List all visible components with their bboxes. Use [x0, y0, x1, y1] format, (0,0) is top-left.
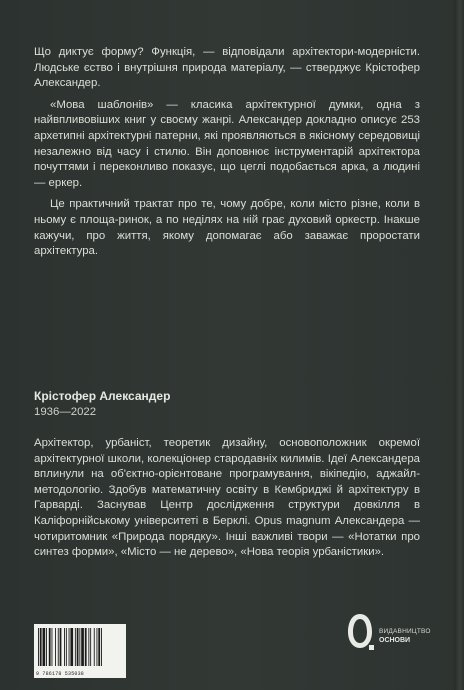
description-paragraph-3: Це практичний трактат про те, чому добре, коли місто різне, коли в ньому є площа-ринок, а по неділях на ній грає духовий оркестр. Інакше кажучи, про життя, якому допомагає або заважає проростати архітектура. — [34, 198, 420, 258]
description-paragraph-2: «Мова шаблонів» — класика архітектурної думки, одна з найвпливовіших книг у своєму жанрі. Александер докладно описує 253 архетипні архітектурні патерни, які проявляються в якісному середовищі незалежно від часу і стилю. Він доповнює інструментарій архітектора почуттями і переконливо показує, що цеглі подобається арка, а людині — еркер. — [34, 98, 420, 189]
bio-paragraph: Архітектор, урбаніст, теоретик дизайну, основоположник окремої архітектурної школи, колекціонер стародавніх килимів. Ідеї Александера вплинули на об'єктно-орієнтоване програмування, вікіпедію, аджайл-методологію. Здобув математичну освіту в Кембриджі й архітектуру в Гарварді. Заснував Центр дослідження структури довкілля в Каліфорнійському університеті в Берклі. Opus magnum Александера — чотиритомник «Природа порядку». Інші важливі твори — «Нотатки про синтез форми», «Місто — не дерево», «Нова теорія урбаністики». — [34, 437, 420, 559]
isbn-barcode — [34, 624, 126, 678]
publisher-label: ВИДАВНИЦТВО — [379, 628, 431, 635]
author-heading — [34, 388, 420, 420]
author-bio — [34, 436, 420, 561]
publisher-name: ОСНОВИ — [379, 637, 411, 644]
publisher-mark — [345, 608, 435, 658]
description-block — [34, 45, 420, 260]
cover-edge — [454, 0, 464, 690]
author-years: 1936—2022 — [34, 406, 97, 418]
description-paragraph-1: Що диктує форму? Функція, — відповідали архітектори-модерністи. Людське єство і внутрішня природа матеріалу, — стверджує Крістофер Александер. — [34, 46, 420, 90]
barcode-number: 9 786178 535038 — [36, 671, 85, 677]
author-name: Крістофер Александер — [34, 389, 171, 403]
o-logo-icon — [345, 610, 375, 652]
barcode-bars — [34, 624, 126, 670]
